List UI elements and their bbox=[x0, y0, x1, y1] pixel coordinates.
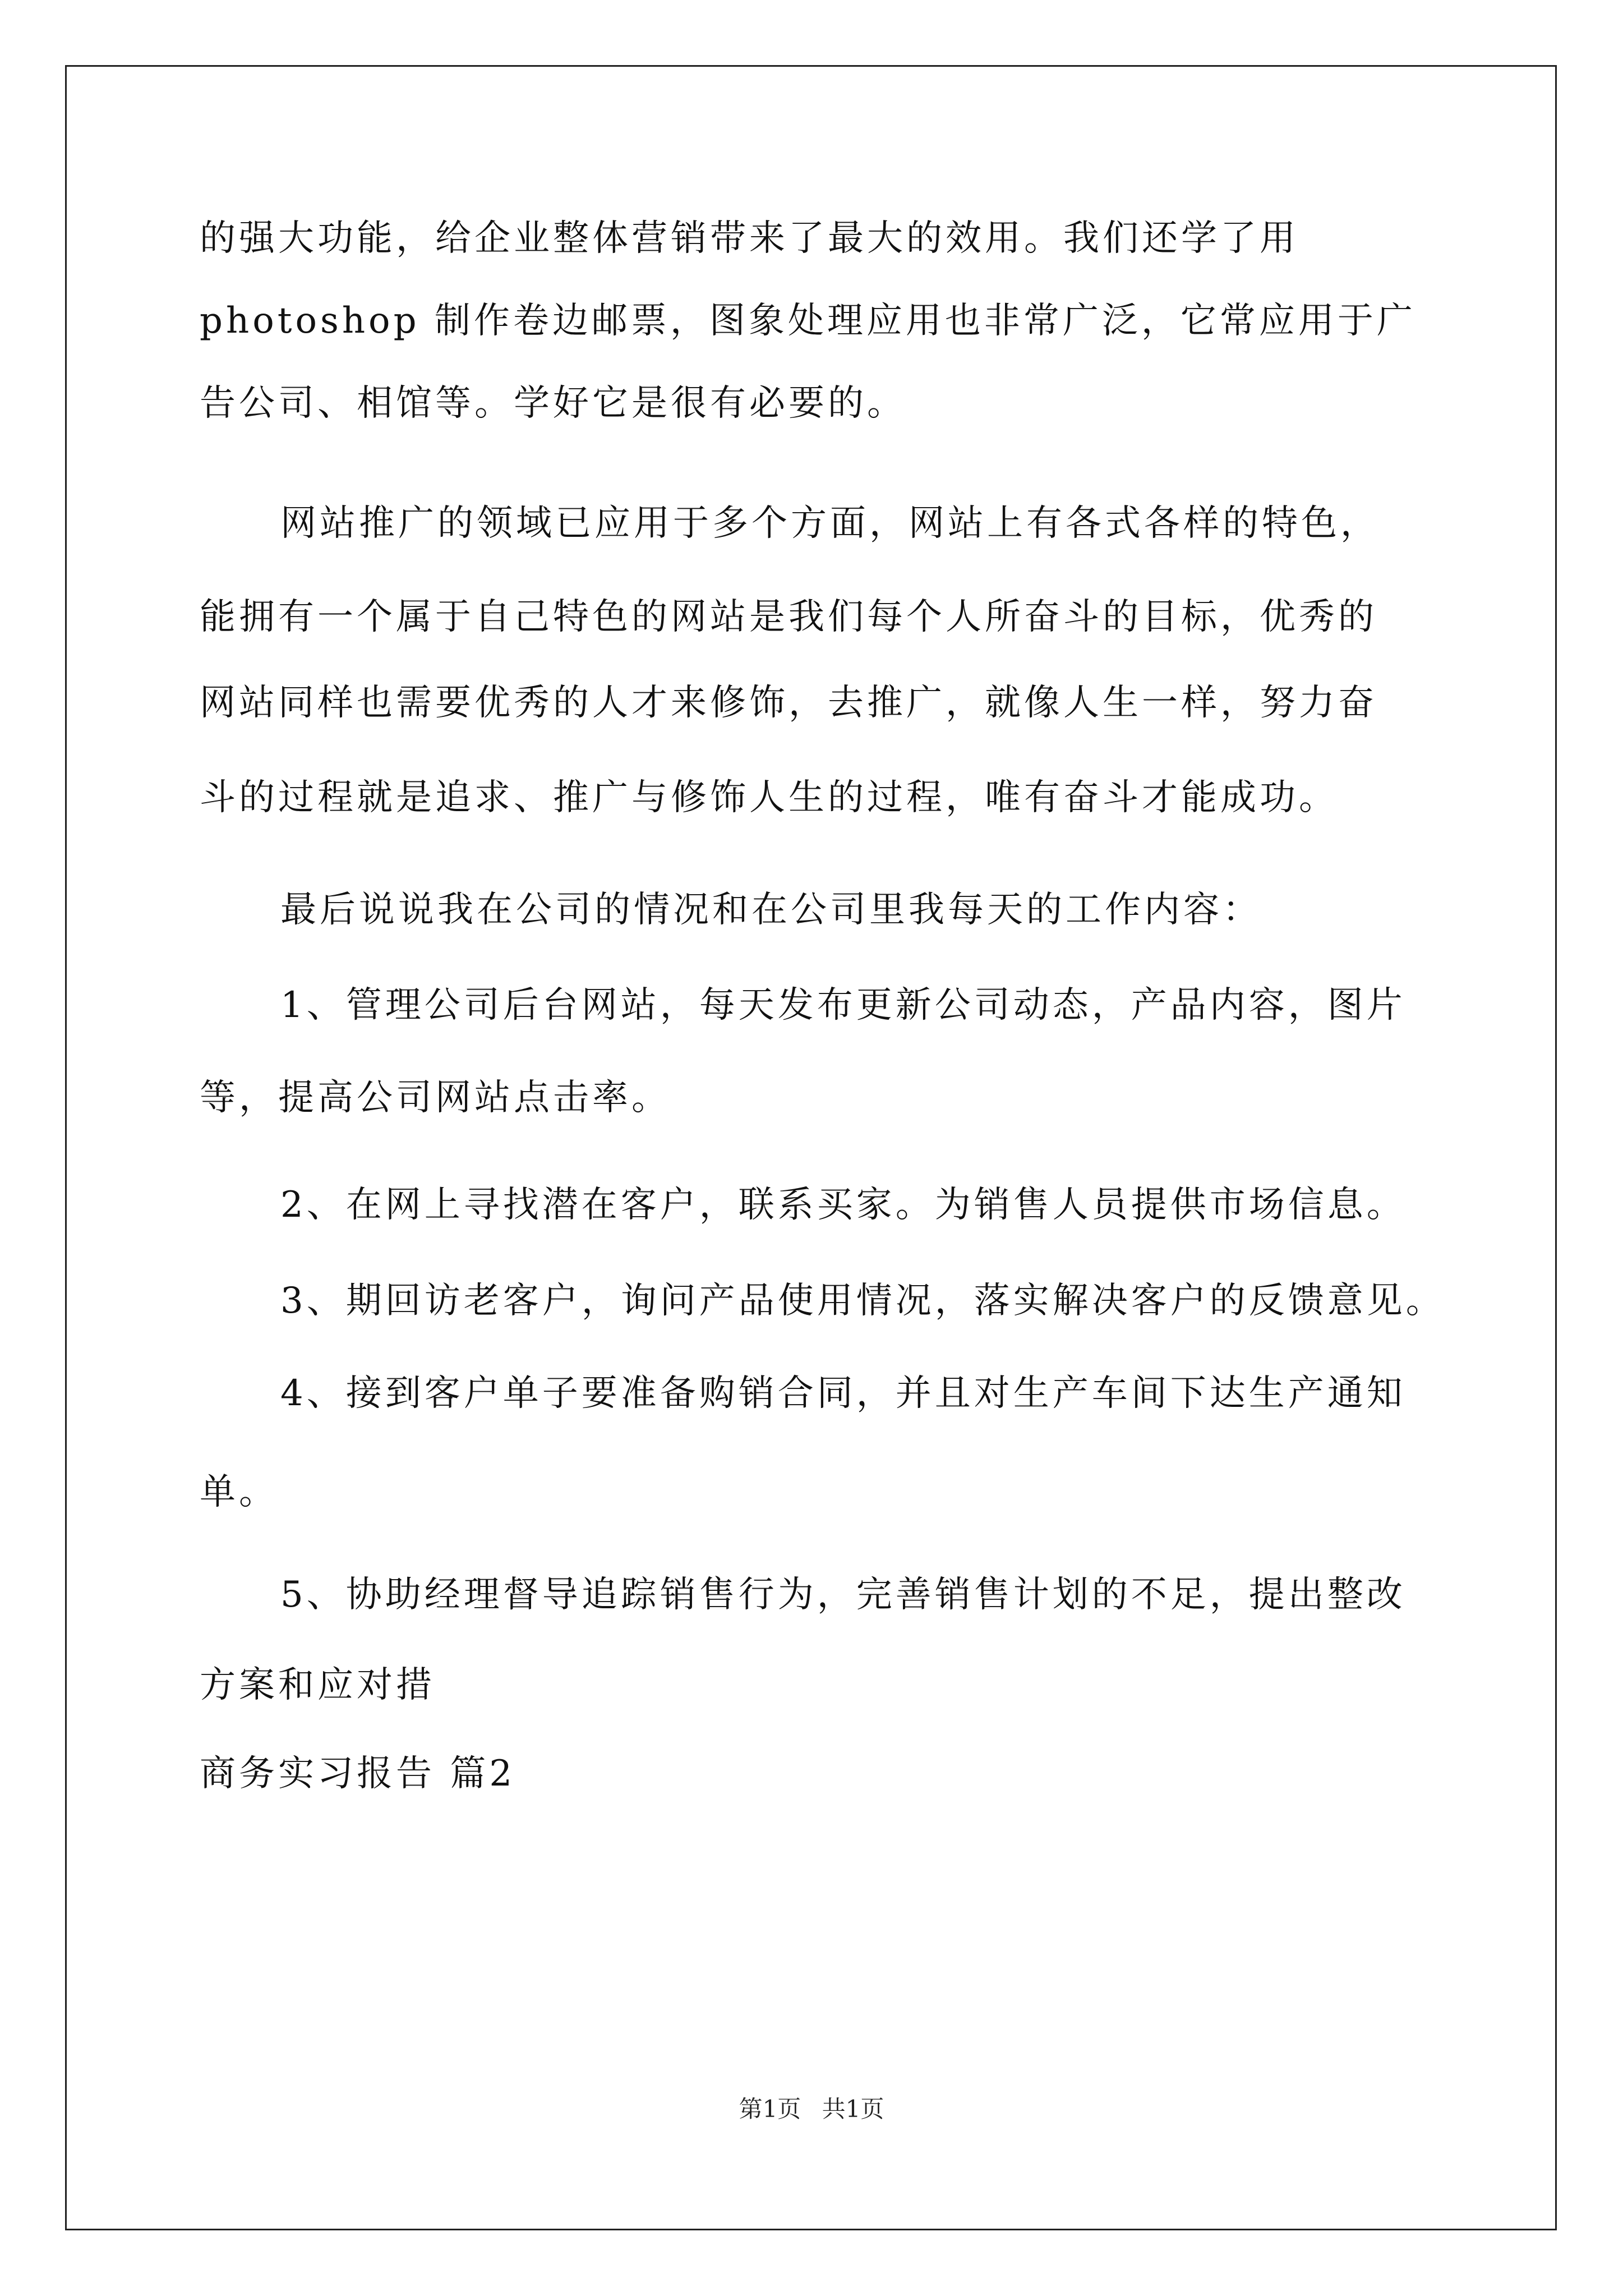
text-line-8: 最后说说我在公司的情况和在公司里我每天的工作内容： bbox=[280, 889, 1262, 931]
page-number-total: 共1页 bbox=[822, 2095, 884, 2123]
page-number-current: 第1页 bbox=[739, 2095, 801, 2123]
text-line-5: 能拥有一个属于自己特色的网站是我们每个人所奋斗的目标，优秀的 bbox=[200, 596, 1377, 638]
page-footer bbox=[0, 2092, 1623, 2126]
text-line-6: 网站同样也需要优秀的人才来修饰，去推广，就像人生一样，努力奋 bbox=[200, 682, 1377, 724]
text-line-10: 等，提高公司网站点击率。 bbox=[200, 1077, 671, 1119]
text-line-4: 网站推广的领域已应用于多个方面，网站上有各式各样的特色， bbox=[280, 503, 1380, 544]
text-line-3: 告公司、相馆等。学好它是很有必要的。 bbox=[200, 383, 906, 424]
text-line-16: 方案和应对措 bbox=[200, 1664, 435, 1706]
text-line-1: 的强大功能，给企业整体营销带来了最大的效用。我们还学了用 bbox=[200, 218, 1299, 259]
text-line-9: 1、管理公司后台网站，每天发布更新公司动态，产品内容，图片 bbox=[280, 984, 1406, 1026]
text-line-7: 斗的过程就是追求、推广与修饰人生的过程，唯有奋斗才能成功。 bbox=[200, 777, 1338, 818]
text-line-14: 单。 bbox=[200, 1471, 278, 1513]
text-line-2: photoshop 制作卷边邮票，图象处理应用也非常广泛，它常应用于广 bbox=[200, 300, 1416, 342]
text-line-13: 4、接到客户单子要准备购销合同，并且对生产车间下达生产通知 bbox=[280, 1373, 1406, 1414]
text-line-12: 3、期回访老客户，询问产品使用情况，落实解决客户的反馈意见。 bbox=[280, 1280, 1445, 1322]
text-line-11: 2、在网上寻找潜在客户，联系买家。为销售人员提供市场信息。 bbox=[280, 1184, 1406, 1226]
section-heading: 商务实习报告 篇2 bbox=[200, 1753, 516, 1795]
text-line-15: 5、协助经理督导追踪销售行为，完善销售计划的不足，提出整改 bbox=[280, 1574, 1406, 1616]
